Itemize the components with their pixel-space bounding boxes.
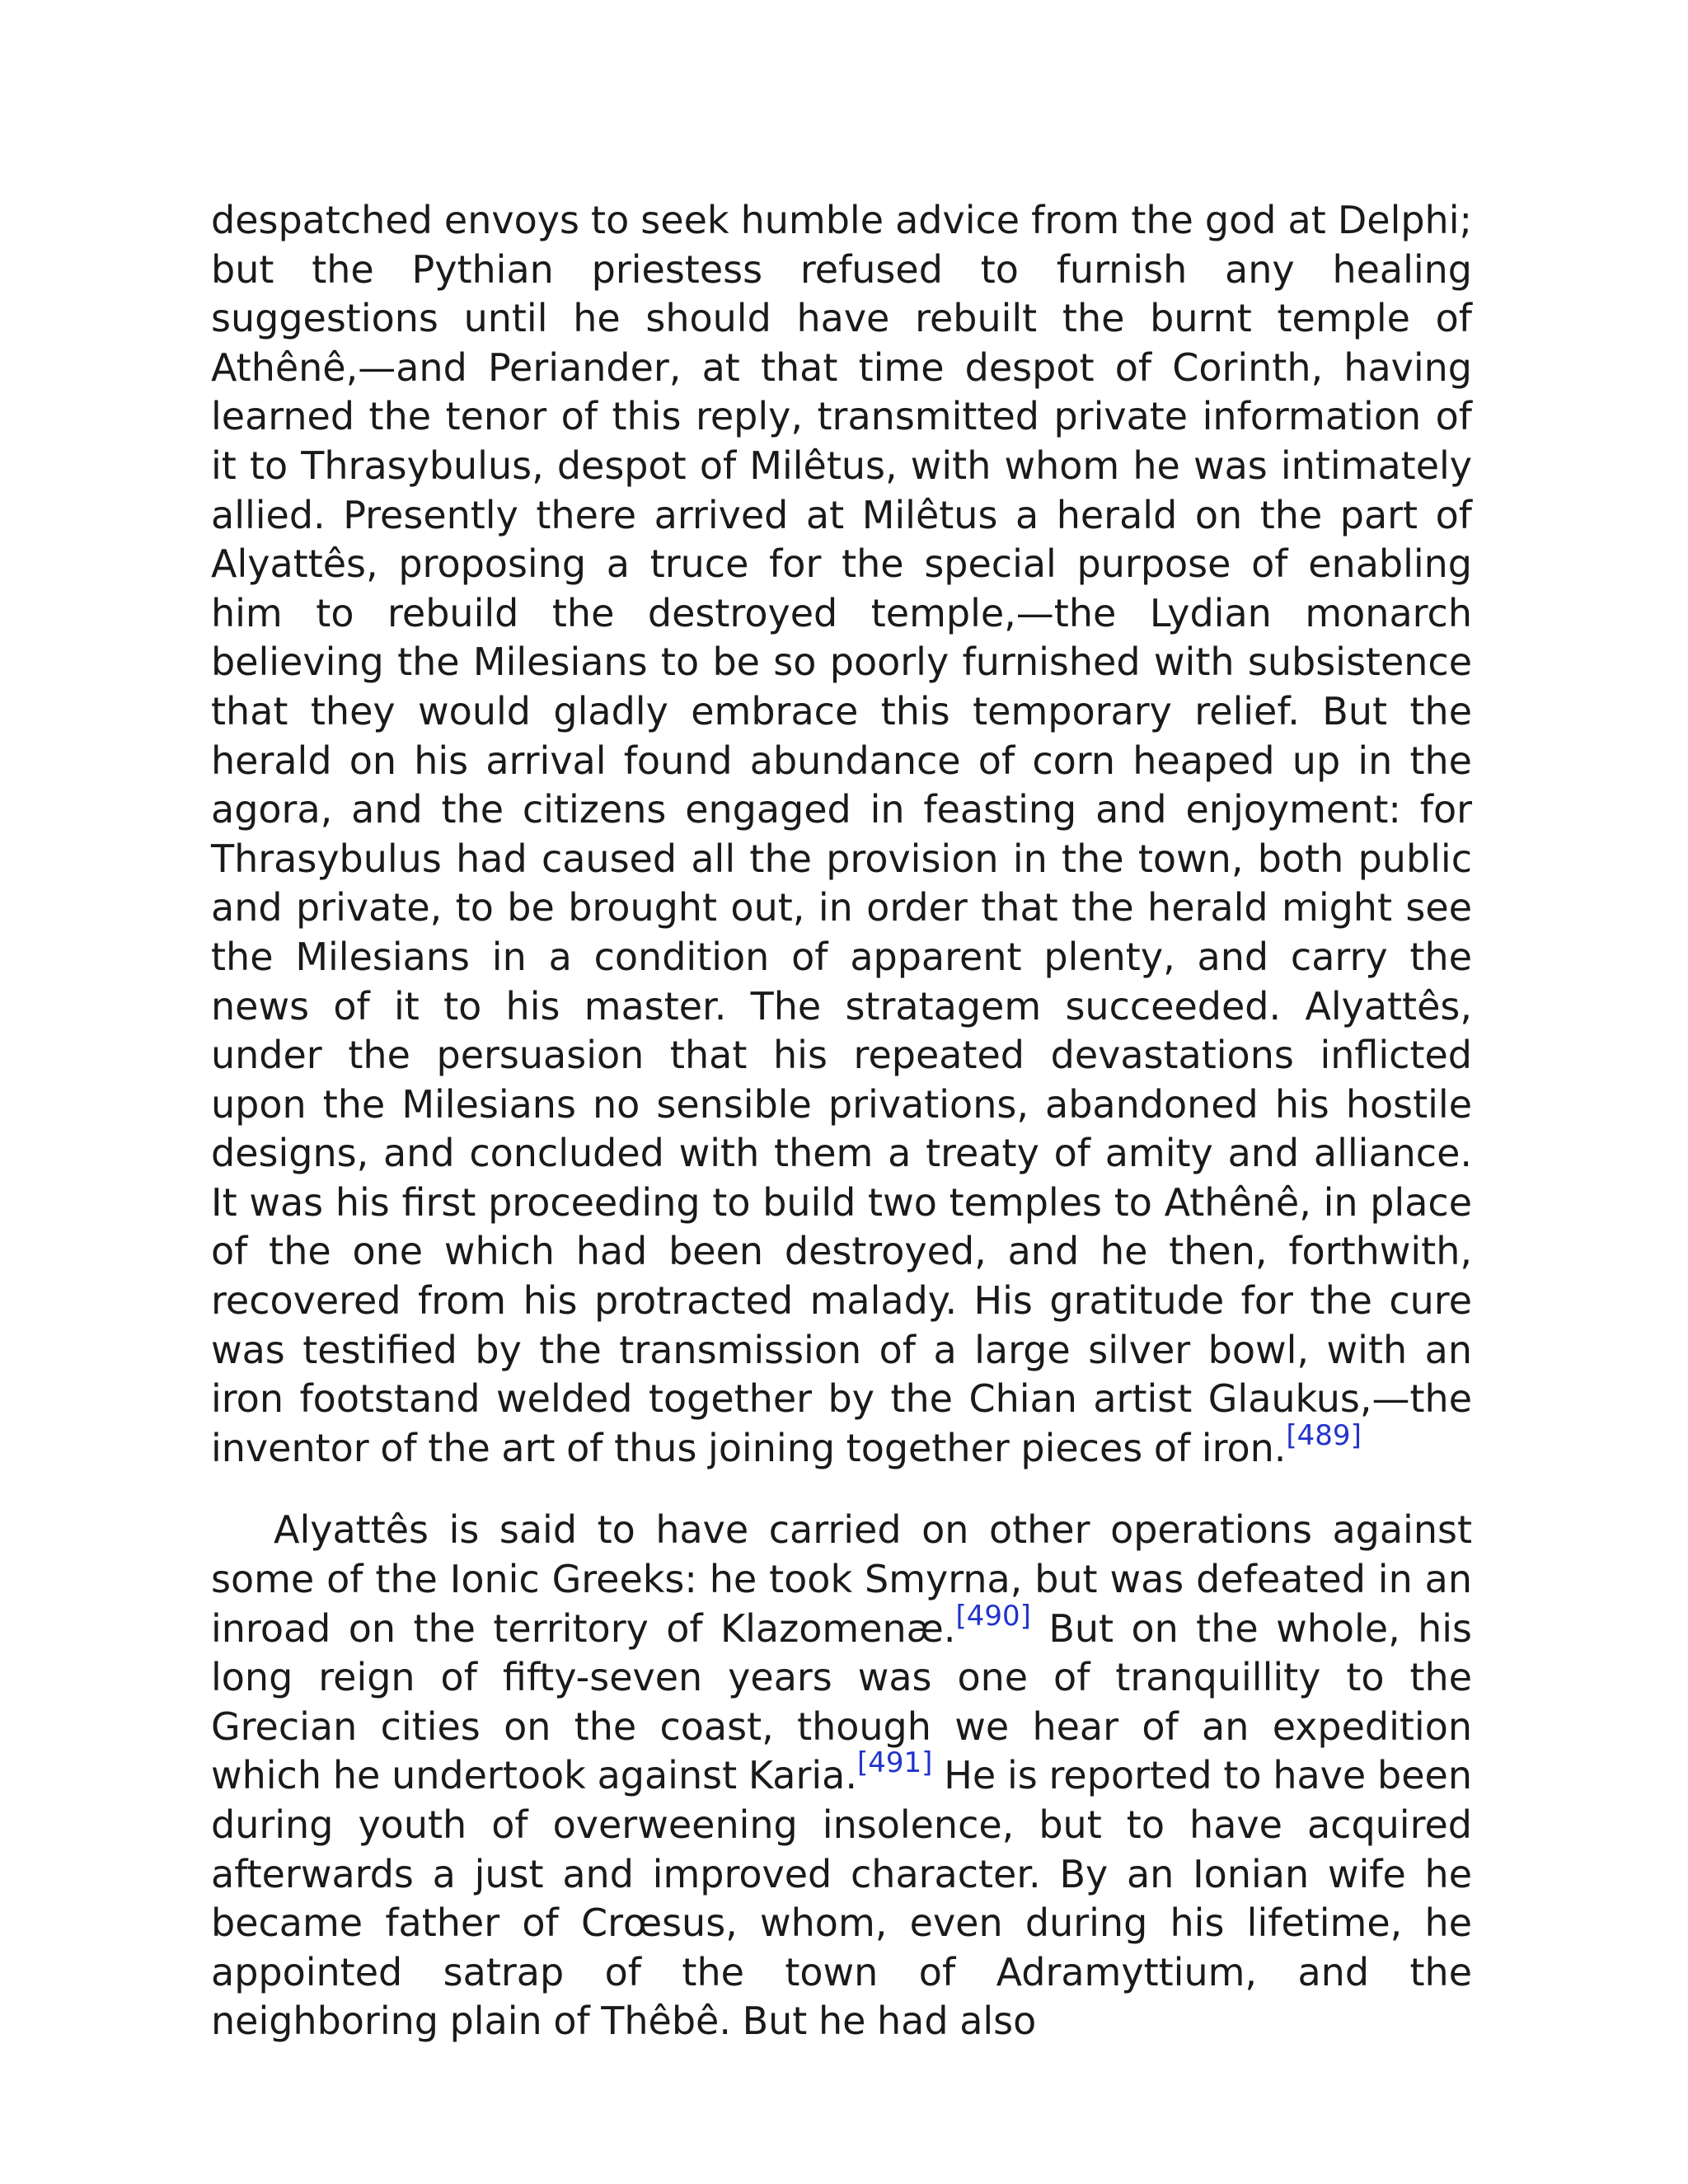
footnote-link-490[interactable]: [490] xyxy=(955,1599,1031,1633)
page-content xyxy=(211,196,1472,2046)
paragraph xyxy=(211,1506,1472,2046)
paragraph-text: He is reported to have been during youth of overweening insolence, but to have acquired afterwards a just and improved character. By an Ionian wife he became father of Crœsus, whom, even during his lifetime, he appointed satrap of the town of Adramyttium, and the neighboring plain of Thêbê. But he had also xyxy=(211,1753,1472,2044)
paragraph xyxy=(211,196,1472,1473)
paragraph-text: Alyattês is said to have carried on other operations against some of the Ionic Greeks: he took Smyrna, but was defeated in an inroad on the territory of Klazomenæ. xyxy=(211,1507,1472,1651)
paragraph-text: But on the whole, his long reign of fifty-seven years was one of tranquillity to the Grecian cities on the coast, though we hear of an expedition which he undertook against Karia. xyxy=(211,1605,1473,1798)
footnote-link-489[interactable]: [489] xyxy=(1286,1418,1362,1452)
paragraph-text: despatched envoys to seek humble advice from the god at Delphi; but the Pythian priestess refused to furnish any healing suggestions until he should have rebuilt the burnt temple of Athênê,—and Periander, at that time despot of Corinth, having learned the tenor of this reply, transmitted private information of it to Thrasybulus, despot of Milêtus, with whom he was intimately allied. Presently there arrived at Milêtus a herald on the part of Alyattês, proposing a truce for the special purpose of enabling him to rebuild the destroyed temple,—the Lydian monarch believing the Milesians to be so poorly furnished with subsistence that they would gladly embrace this temporary relief. But the herald on his arrival found abundance of corn heaped up in the agora, and the citizens engaged in feasting and enjoyment: for Thrasybulus had caused all the provision in the town, both public and private, to be brought out, in order that the herald might see the Milesians in a condition of apparent plenty, and carry the news of it to his master. The stratagem succeeded. Alyattês, under the persuasion that his repeated devastations inflicted upon the Milesians no sensible privations, abandoned his hostile designs, and concluded with them a treaty of amity and alliance. It was his first proceeding to build two temples to Athênê, in place of the one which had been destroyed, and he then, forthwith, recovered from his protracted malady. His gratitude for the cure was testified by the transmission of a large silver bowl, with an iron footstand welded together by the Chian artist Glaukus,—the inventor of the art of thus joining together pieces of iron. xyxy=(211,198,1472,1470)
footnote-link-491[interactable]: [491] xyxy=(856,1746,933,1780)
